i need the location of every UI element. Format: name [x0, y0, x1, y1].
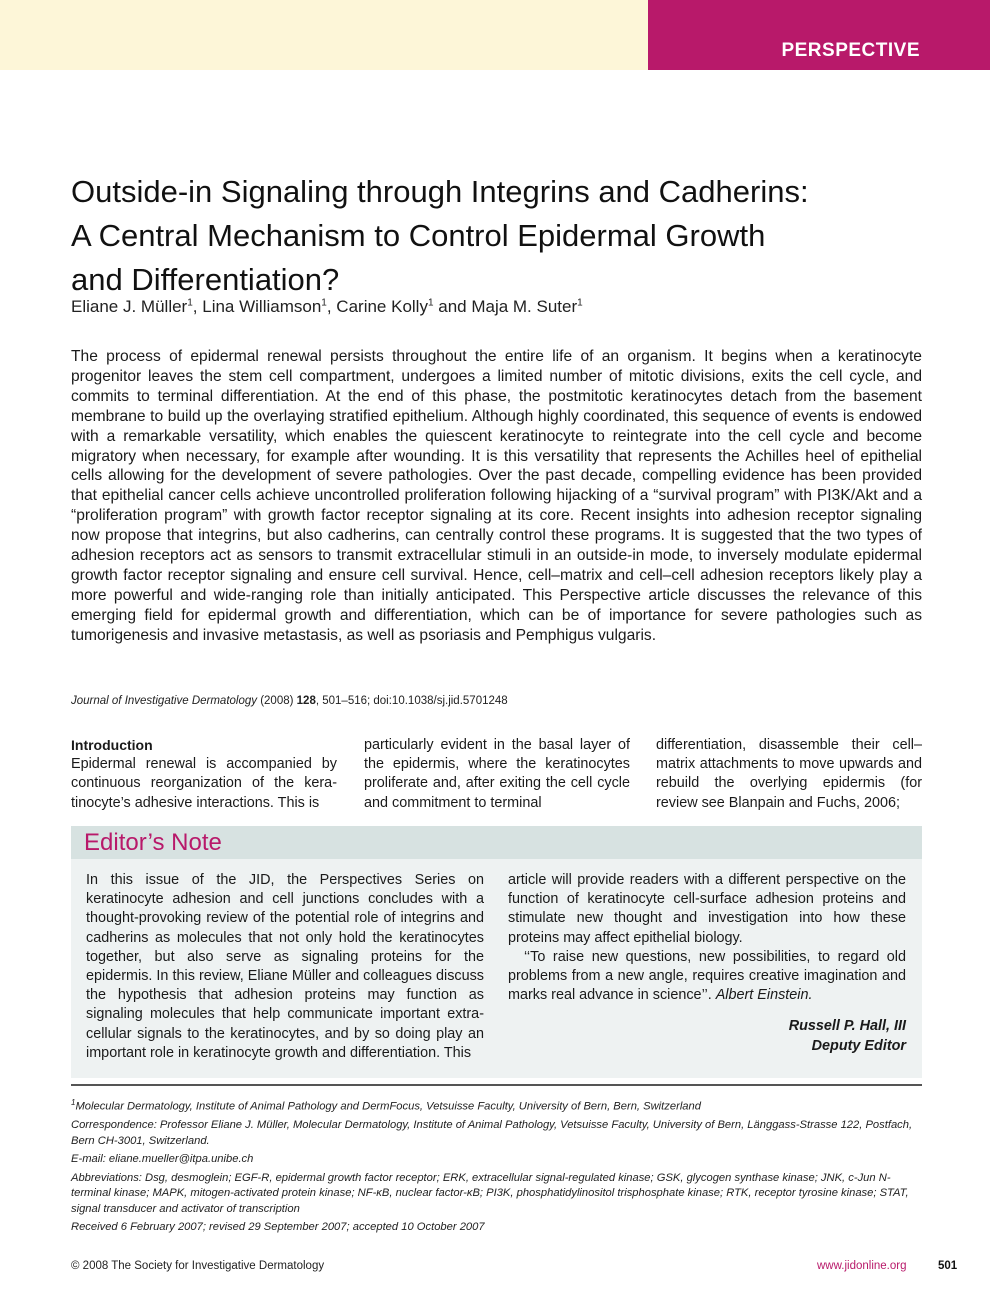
editors-note-column-2 — [508, 871, 906, 1056]
quote-author: Albert Einstein. — [715, 987, 813, 1004]
intro-text: Epidermal renewal is accompanied by continuous reorganization of the keratinocyte’s adhesive interactions. This is — [71, 756, 337, 811]
author-name: Maja M. Suter — [471, 297, 578, 316]
author-affiliation: 1 — [321, 297, 327, 309]
author-separator: , — [192, 297, 203, 316]
intro-column-3 — [656, 736, 922, 812]
page-number: 501 — [938, 1260, 958, 1272]
intro-column-2 — [364, 736, 630, 812]
author-affiliation: 1 — [577, 297, 583, 309]
editors-note-column-1 — [86, 871, 484, 1063]
title-line: A Central Mechanism to Control Epidermal Growth — [71, 218, 766, 253]
abbreviations-note: Abbreviations: Dsg, desmoglein; EGF-R, epidermal growth factor receptor; ERK, extracellular signal-regulated kinase; GSK, glycogen synthase kinase; JNK, c-Jun N-terminal kinase; MAPK, mitogen-activated protein kinase; NF-κB, nuclear factor-κB; PI3K, phosphatidylinositol trisphosphate kinase; RTK, receptor tyrosine kinase; STAT, signal transducer and activator of transcription — [71, 1171, 909, 1215]
author-list — [71, 297, 583, 317]
correspondence-note: Correspondence: Professor Eliane J. Müller, Molecular Dermatology, Institute of Animal Pathology, Vetsuisse Faculty, University of Bern, Länggass-Strasse 122, Postfach, Bern CH-3001, Switzerland. — [71, 1119, 913, 1147]
author-separator: and — [433, 297, 472, 316]
editors-note-quote — [508, 948, 906, 1006]
article-title — [71, 170, 931, 302]
email-note: E-mail: eliane.mueller@itpa.unibe.ch — [71, 1153, 254, 1166]
title-line: Outside-in Signaling through Integrins and Cadherins: — [71, 174, 809, 209]
quote-text: ‘‘To raise new questions, new possibilities, to regard old problems from a new angle, requires creative imagination and marks real advance in science’’. — [508, 948, 906, 1004]
editors-note-text: In this issue of the JID, the Perspectives Series on keratinocyte adhesion and cell junctions concludes with a thought-provoking review of the potential role of integrins and cadherins as molecules that not only hold the keratinocytes together, but also serve as signaling proteins for the epidermis. In this review, Eliane Müller and colleagues discuss the hypothesis that adhesion proteins may function as signaling molecules that help communicate important extracellular signals to the keratinocytes, and by so doing play an important role in keratinocyte growth and differentiation. This — [86, 872, 484, 1061]
author-affiliation: 1 — [187, 297, 193, 309]
section-tag — [648, 0, 990, 70]
citation-volume: 128 — [296, 695, 316, 707]
affiliation-note — [71, 1095, 922, 1115]
editors-note-text: article will provide readers with a different perspective on the function of keratinocyte cell-surface adhesion proteins and stimulate new thought and investigation into how these proteins may affect epithelial biology. — [508, 872, 906, 946]
intro-text: differentiation, disassemble their cell–matrix attachments to move upwards and rebuild the overlying epidermis (for review see Blanpain and Fuchs, 2006; — [656, 737, 922, 811]
intro-column-1 — [71, 736, 337, 812]
abstract: The process of epidermal renewal persists throughout the entire life of an organism. It begins when a keratinocyte progenitor leaves the stem cell compartment, undergoes a limited number of mitotic divisions, exits the cell cycle, and commits to terminal differentiation. At the end of this phase, the postmitotic keratinocytes detach from the basement membrane to build up the overlaying stratified epithelium. Although highly coordinated, this sequence of events is endowed with a remarkable versatility, which enables the quiescent keratinocyte to reintegrate into the cell cycle and become migratory when necessary, for example after wounding. It is this versatility that represents the Achilles heel of epithelial cells allowing for the development of severe pathologies. Over the past decade, compelling evidence has been provided that epithelial cancer cells achieve uncontrolled proliferation following hijacking of a “survival program” with PI3K/Akt and a “proliferation program” with growth factor receptor signaling at its core. Recent insights into adhesion receptor signaling now propose that integrins, but also cadherins, can centrally control these programs. It is suggested that the two types of adhesion receptors act as sensors to transmit extracellular stimuli in an outside-in mode, to inversely modulate epidermal growth factor receptor signaling and ensure cell survival. Hence, cell–matrix and cell–cell adhesion receptors likely play a more powerful and wide-ranging role than initially anticipated. This Perspective article discusses the relevance of this emerging field for epidermal growth and differentiation, which can be of importance for severe pathologies such as tumorigenesis and invasive metastasis, as well as psoriasis and Pemphigus vulgaris. — [71, 348, 922, 644]
intro-text: particularly evident in the basal layer of the epidermis, where the keratinocytes proliferate and, after exiting the cell cycle and commitment to terminal — [364, 737, 630, 811]
footnote-divider — [71, 1084, 922, 1086]
citation — [71, 695, 508, 707]
journal-url-link[interactable]: www.jidonline.org — [817, 1260, 907, 1272]
editors-note-heading: Editor’s Note — [84, 829, 222, 856]
citation-pages-doi: , 501–516; doi:10.1038/sj.jid.5701248 — [315, 695, 508, 707]
author-affiliation: 1 — [427, 297, 434, 309]
affiliation-text: Molecular Dermatology, Institute of Animal Pathology and DermFocus, Vetsuisse Faculty, University of Bern, Bern, Switzerland — [75, 1100, 701, 1113]
author-name: Lina Williamson — [202, 297, 322, 316]
author-name: Eliane J. Müller — [71, 297, 188, 316]
title-line: and Differentiation? — [71, 262, 340, 297]
received-note: Received 6 February 2007; revised 29 September 2007; accepted 10 October 2007 — [71, 1221, 485, 1234]
editor-name: Russell P. Hall, III — [788, 1018, 906, 1035]
header-band — [0, 0, 648, 70]
citation-year: (2008) — [257, 695, 297, 707]
copyright: © 2008 The Society for Investigative Dermatology — [71, 1260, 325, 1272]
editor-signature — [508, 1017, 906, 1055]
editor-title: Deputy Editor — [811, 1037, 906, 1054]
journal-name: Journal of Investigative Dermatology — [71, 695, 258, 707]
editors-note-box — [71, 826, 922, 1078]
intro-heading: Introduction — [71, 737, 153, 753]
section-tag-label: PERSPECTIVE — [781, 40, 920, 61]
footnotes — [71, 1095, 922, 1239]
author-name: Carine Kolly — [336, 297, 428, 316]
affiliation-number: 1 — [71, 1098, 76, 1107]
author-separator: , — [326, 297, 337, 316]
editors-note-header — [71, 826, 922, 859]
